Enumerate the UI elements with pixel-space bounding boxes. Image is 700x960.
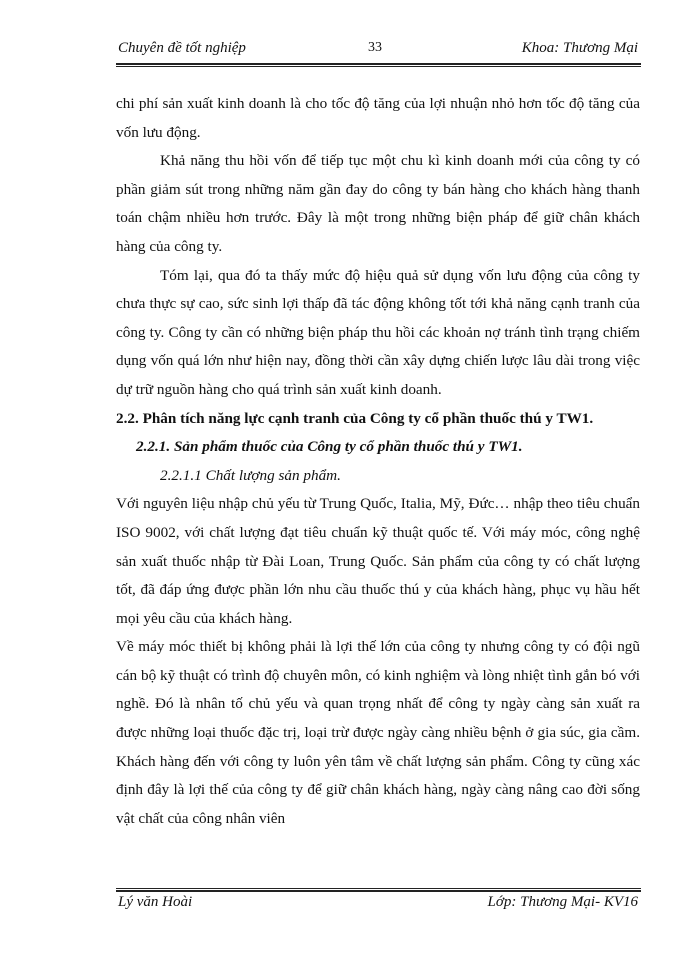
footer-class: Lớp: Thương Mại- KV16: [487, 894, 638, 910]
footer-divider: [116, 888, 641, 892]
header-divider: [116, 63, 641, 67]
paragraph-3: Tóm lại, qua đó ta thấy mức độ hiệu quả sử dụng vốn lưu động của công ty chưa thực sự cao, sức sinh lợi thấp đã tác động không tốt tới khả năng cạnh tranh của công ty. Công ty cần có những biện pháp thu hồi các khoản nợ tránh tình trạng chiếm dụng vốn quá lớn như hiện nay, đồng thời cần xây dựng chiến lược lâu dài trong việc dự trữ nguồn hàng cho quá trình sản xuất kinh doanh.: [116, 266, 640, 398]
section-heading-2-2: 2.2. Phân tích năng lực cạnh tranh của Công ty cổ phần thuốc thú y TW1.: [116, 409, 594, 427]
paragraph-1: chi phí sản xuất kinh doanh là cho tốc độ tăng của lợi nhuận nhỏ hơn tốc độ tăng của vốn lưu động.: [116, 95, 640, 141]
header-department: Khoa: Thương Mại: [521, 40, 638, 56]
footer-author: Lý văn Hoài: [118, 894, 193, 910]
paragraph-2: Khả năng thu hồi vốn để tiếp tục một chu kì kinh doanh mới của công ty có phần giảm sút trong những năm gần đay do công ty bán hàng cho khách hàng thanh toán chậm nhiều hơn trước. Đây là một trong những biện pháp để giữ chân khách hàng của công ty.: [116, 152, 640, 255]
page-footer: [118, 894, 638, 916]
page-body: [116, 90, 640, 833]
paragraph-4: Với nguyên liệu nhập chủ yếu từ Trung Quốc, Italia, Mỹ, Đức… nhập theo tiêu chuẩn ISO 9002, với chất lượng đạt tiêu chuẩn kỹ thuật quốc tế. Với máy móc, công nghệ sản xuất thuốc nhập từ Đài Loan, Trung Quốc. Sản phẩm của công ty có chất lượng tốt, đã đáp ứng được phần lớn nhu cầu thuốc thú y của khách hàng, phục vụ hầu hết mọi yêu cầu của khách hàng.: [116, 495, 640, 627]
paragraph-5: Về máy móc thiết bị không phải là lợi thế lớn của công ty nhưng công ty có đội ngũ cán bộ kỹ thuật có trình độ chuyên môn, có kinh nghiệm và lòng nhiệt tình gắn bó với nghề. Đó là nhân tố chủ yếu và quan trọng nhất để công ty ngày càng sản xuất ra được những loại thuốc đặc trị, loại trừ được ngày càng nhiều bệnh ở gia súc, gia cầm. Khách hàng đến với công ty luôn yên tâm về chất lượng sản phẩm. Công ty cũng xác định đây là lợi thế của công ty để giữ chân khách hàng, ngày càng nâng cao đời sống vật chất của công nhân viên: [116, 638, 640, 827]
header-title: Chuyên đề tốt nghiệp: [118, 40, 246, 56]
subsubsection-heading-2-2-1-1: 2.2.1.1 Chất lượng sản phẩm.: [160, 466, 341, 484]
page-header: [118, 40, 638, 62]
page-number: 33: [368, 40, 382, 55]
subsection-heading-2-2-1: 2.2.1. Sản phẩm thuốc của Công ty cổ phần thuốc thú y TW1.: [136, 438, 523, 456]
